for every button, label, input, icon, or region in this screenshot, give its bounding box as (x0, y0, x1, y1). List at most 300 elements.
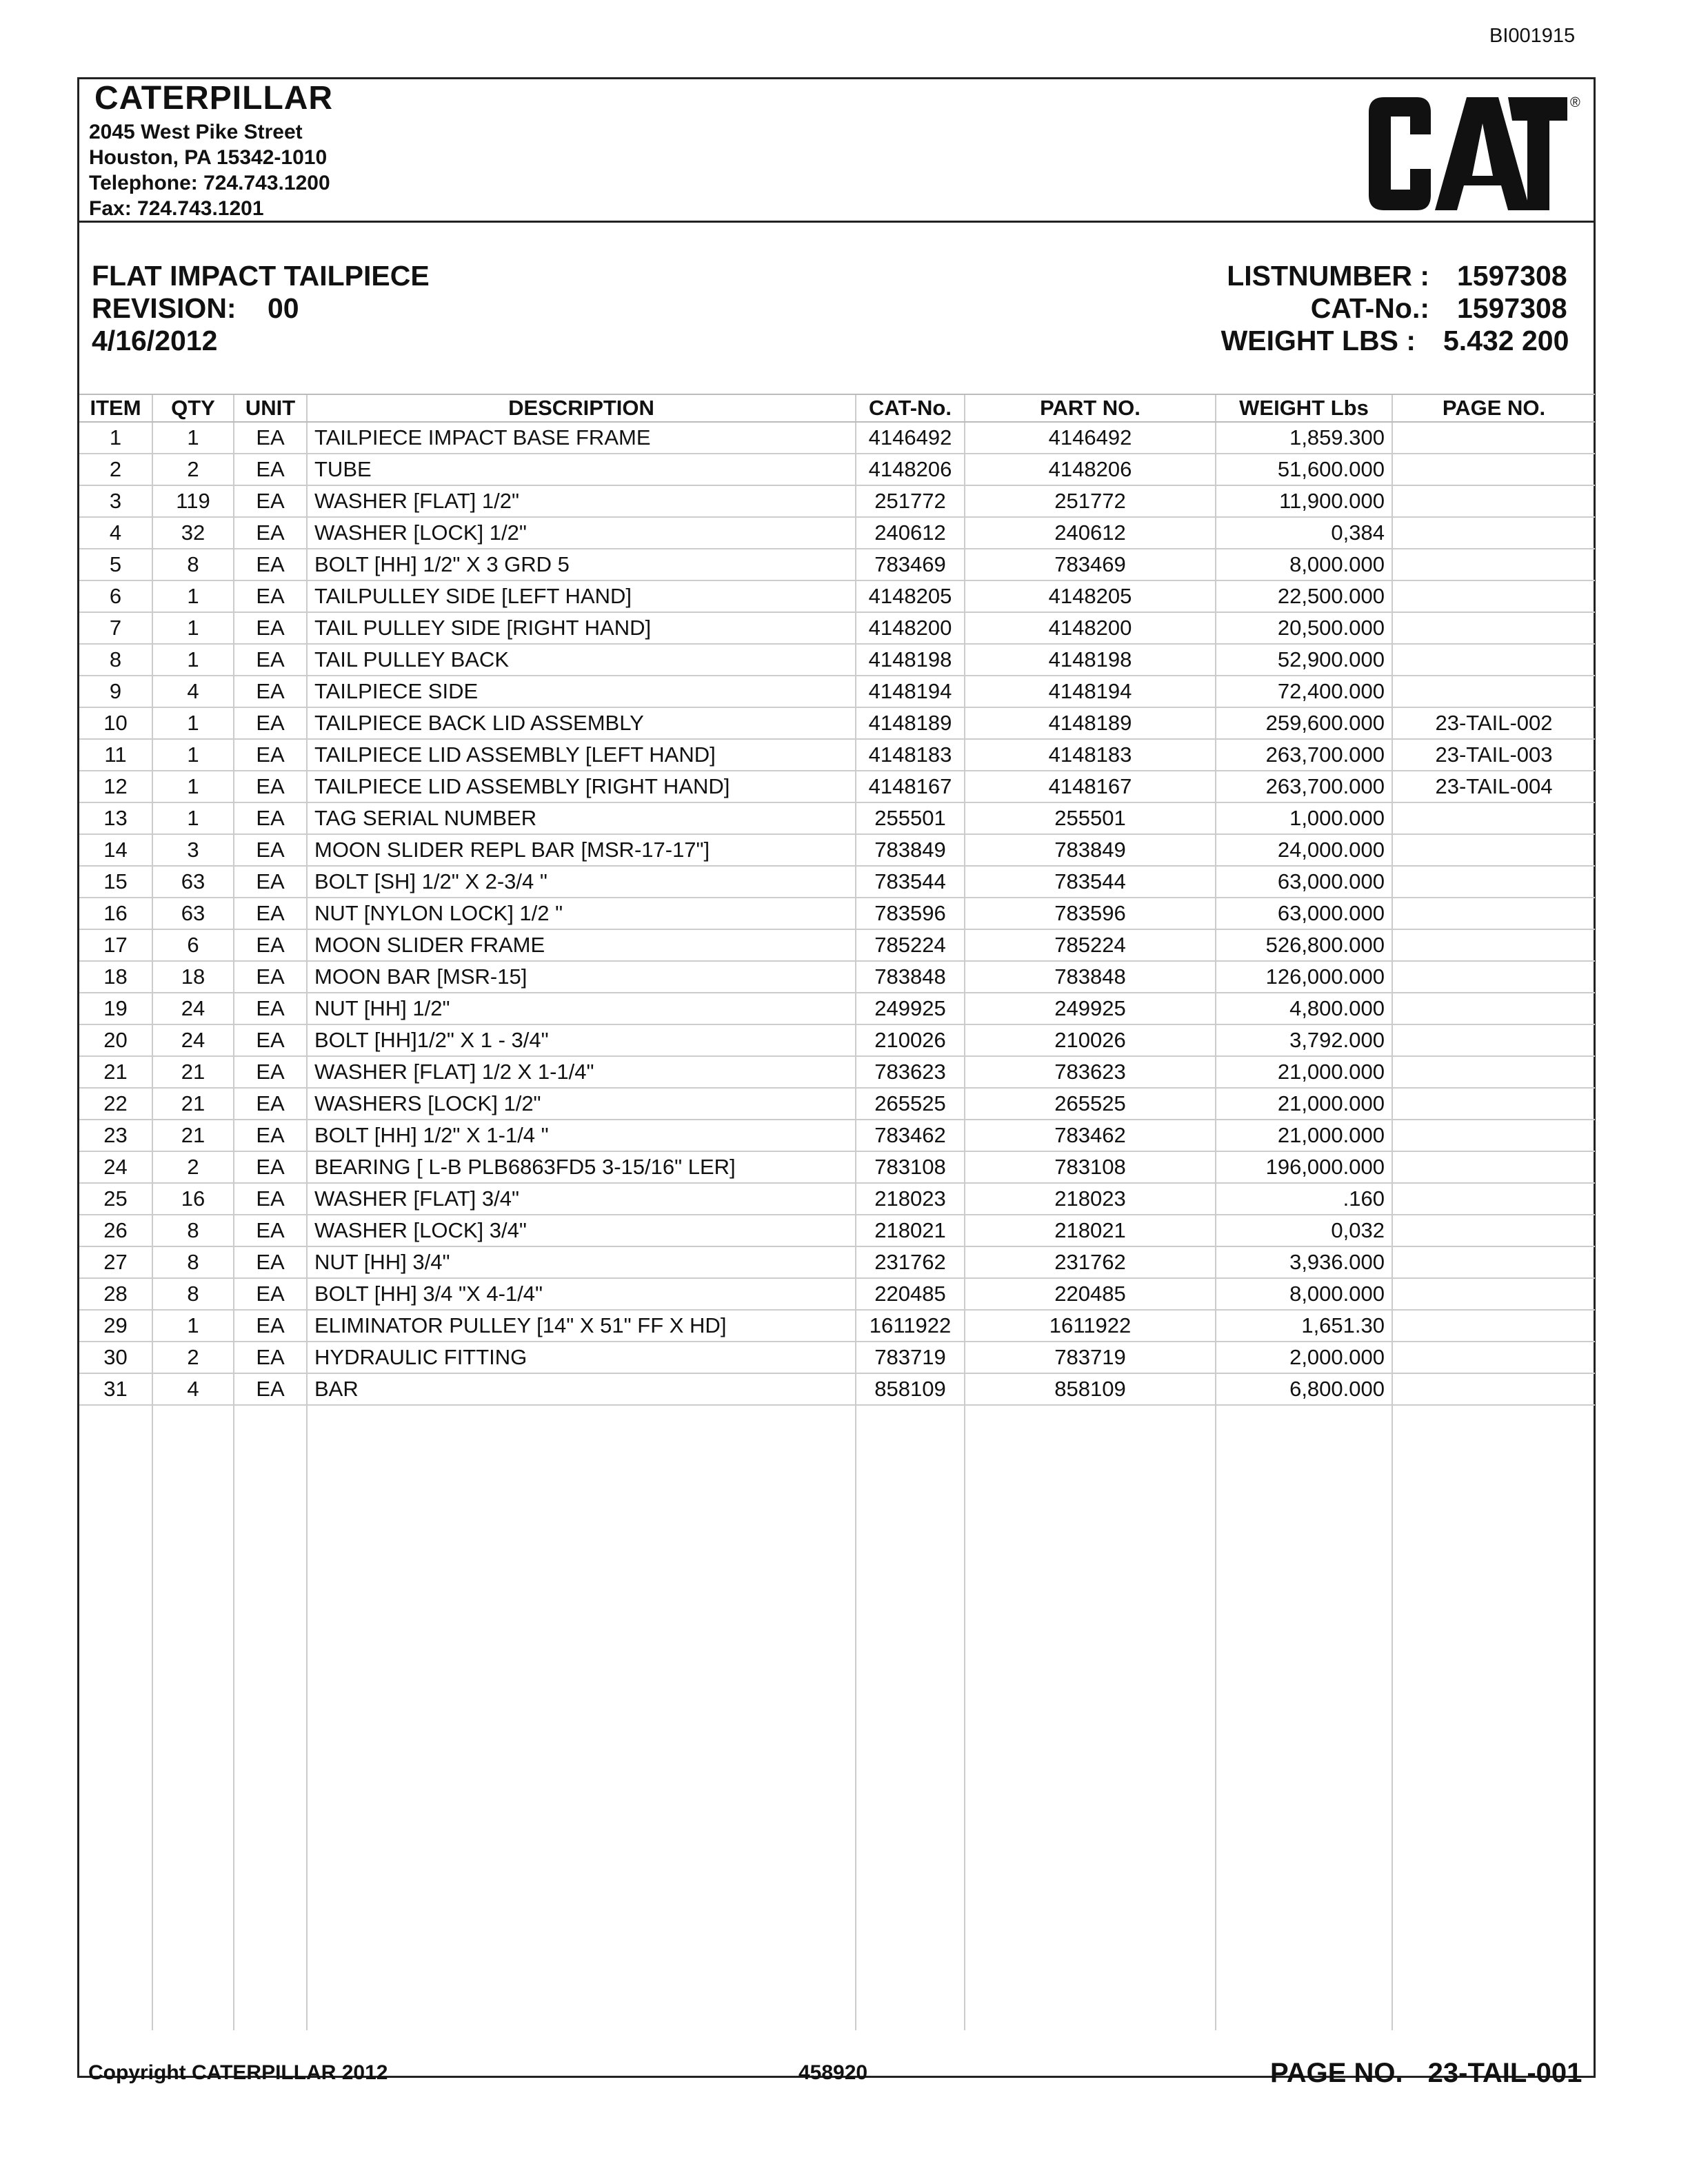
cell-cat-no: 783469 (856, 549, 965, 580)
listnumber-row (1221, 260, 1581, 292)
cell-unit: EA (234, 1342, 307, 1373)
cell-weight: 4,800.000 (1216, 993, 1392, 1024)
cell-unit: EA (234, 454, 307, 485)
table-header-row (79, 394, 1595, 422)
document-date: 4/16/2012 (92, 325, 218, 356)
cell-part-no: 783108 (965, 1151, 1216, 1183)
cell-unit: EA (234, 1373, 307, 1405)
cell-weight: 11,900.000 (1216, 485, 1392, 517)
cell-item: 1 (79, 422, 152, 454)
cell-item: 10 (79, 707, 152, 739)
cell-unit: EA (234, 834, 307, 866)
cell-qty: 4 (152, 676, 234, 707)
cell-page-no (1392, 580, 1595, 612)
cell-qty: 2 (152, 1151, 234, 1183)
empty-cell (152, 1405, 234, 2030)
table-row (79, 1342, 1595, 1373)
cell-weight: 2,000.000 (1216, 1342, 1392, 1373)
cell-item: 4 (79, 517, 152, 549)
parts-table-body (79, 422, 1595, 2030)
cell-description: WASHER [FLAT] 1/2 X 1-1/4" (307, 1056, 856, 1088)
header-unit: UNIT (234, 394, 307, 422)
table-row (79, 771, 1595, 802)
cell-cat-no: 4148167 (856, 771, 965, 802)
cell-page-no (1392, 517, 1595, 549)
empty-cell (307, 1405, 856, 2030)
weight-label: WEIGHT LBS : (1220, 325, 1416, 356)
cell-unit: EA (234, 898, 307, 929)
cell-unit: EA (234, 422, 307, 454)
header-cat-no: CAT-No. (856, 394, 965, 422)
cell-item: 16 (79, 898, 152, 929)
cell-page-no (1392, 1151, 1595, 1183)
cell-unit: EA (234, 771, 307, 802)
cell-cat-no: 4146492 (856, 422, 965, 454)
cell-unit: EA (234, 739, 307, 771)
cell-description: BOLT [HH]1/2" X 1 - 3/4" (307, 1024, 856, 1056)
cell-item: 25 (79, 1183, 152, 1215)
cell-qty: 1 (152, 739, 234, 771)
cell-unit: EA (234, 929, 307, 961)
cell-qty: 21 (152, 1120, 234, 1151)
table-row (79, 454, 1595, 485)
cell-cat-no: 251772 (856, 485, 965, 517)
empty-cell (79, 1405, 152, 2030)
cell-page-no (1392, 1183, 1595, 1215)
cell-cat-no: 4148183 (856, 739, 965, 771)
cell-weight: 63,000.000 (1216, 898, 1392, 929)
cell-cat-no: 4148206 (856, 454, 965, 485)
cell-page-no (1392, 802, 1595, 834)
header-page-no: PAGE NO. (1392, 394, 1595, 422)
cell-part-no: 783623 (965, 1056, 1216, 1088)
cell-unit: EA (234, 1151, 307, 1183)
cell-page-no (1392, 834, 1595, 866)
cell-part-no: 858109 (965, 1373, 1216, 1405)
cell-cat-no: 4148189 (856, 707, 965, 739)
cell-page-no: 23-TAIL-003 (1392, 739, 1595, 771)
cell-unit: EA (234, 993, 307, 1024)
cat-logo (1363, 92, 1581, 214)
weight-row (1221, 325, 1581, 357)
cell-item: 19 (79, 993, 152, 1024)
cell-description: NUT [HH] 1/2" (307, 993, 856, 1024)
cell-qty: 1 (152, 707, 234, 739)
cell-part-no: 251772 (965, 485, 1216, 517)
cell-description: HYDRAULIC FITTING (307, 1342, 856, 1373)
cell-description: ELIMINATOR PULLEY [14" X 51" FF X HD] (307, 1310, 856, 1342)
cell-weight: 526,800.000 (1216, 929, 1392, 961)
cell-qty: 1 (152, 1310, 234, 1342)
cell-weight: 21,000.000 (1216, 1120, 1392, 1151)
document-frame (77, 77, 1596, 2078)
cell-cat-no: 218021 (856, 1215, 965, 1246)
table-row (79, 1151, 1595, 1183)
cell-description: TAILPIECE LID ASSEMBLY [RIGHT HAND] (307, 771, 856, 802)
cell-qty: 1 (152, 771, 234, 802)
cell-page-no: 23-TAIL-002 (1392, 707, 1595, 739)
cell-item: 28 (79, 1278, 152, 1310)
cell-cat-no: 240612 (856, 517, 965, 549)
cell-description: TAILPIECE IMPACT BASE FRAME (307, 422, 856, 454)
cell-item: 24 (79, 1151, 152, 1183)
cell-item: 2 (79, 454, 152, 485)
cell-qty: 3 (152, 834, 234, 866)
cell-item: 23 (79, 1120, 152, 1151)
table-empty-space (79, 1405, 1595, 2030)
cell-unit: EA (234, 1246, 307, 1278)
cell-page-no: 23-TAIL-004 (1392, 771, 1595, 802)
cell-qty: 4 (152, 1373, 234, 1405)
cell-item: 17 (79, 929, 152, 961)
copyright: Copyright CATERPILLAR 2012 (88, 2061, 388, 2084)
table-row (79, 549, 1595, 580)
cell-weight: 72,400.000 (1216, 676, 1392, 707)
list-info (1221, 260, 1581, 357)
cell-description: BOLT [HH] 1/2" X 1-1/4 " (307, 1120, 856, 1151)
cell-cat-no: 265525 (856, 1088, 965, 1120)
table-row (79, 739, 1595, 771)
company-name: CATERPILLAR (94, 80, 334, 117)
cell-page-no (1392, 422, 1595, 454)
header-weight: WEIGHT Lbs (1216, 394, 1392, 422)
cell-page-no (1392, 898, 1595, 929)
cell-qty: 16 (152, 1183, 234, 1215)
cell-weight: 126,000.000 (1216, 961, 1392, 993)
cell-part-no: 4148200 (965, 612, 1216, 644)
cell-cat-no: 4148205 (856, 580, 965, 612)
cell-weight: 6,800.000 (1216, 1373, 1392, 1405)
cell-page-no (1392, 549, 1595, 580)
registered-mark: ® (1570, 95, 1580, 110)
revision-label: REVISION: (92, 292, 237, 324)
empty-cell (234, 1405, 307, 2030)
cell-item: 7 (79, 612, 152, 644)
cell-page-no (1392, 866, 1595, 898)
cell-description: BOLT [HH] 1/2" X 3 GRD 5 (307, 549, 856, 580)
cell-part-no: 4148198 (965, 644, 1216, 676)
table-row (79, 485, 1595, 517)
parts-table (79, 394, 1595, 2030)
table-row (79, 707, 1595, 739)
cell-description: MOON SLIDER REPL BAR [MSR-17-17"] (307, 834, 856, 866)
cell-item: 3 (79, 485, 152, 517)
cell-description: TAIL PULLEY SIDE [RIGHT HAND] (307, 612, 856, 644)
table-row (79, 1215, 1595, 1246)
cell-unit: EA (234, 802, 307, 834)
cell-unit: EA (234, 1183, 307, 1215)
fax: Fax: 724.743.1201 (89, 197, 264, 220)
cell-weight: 21,000.000 (1216, 1088, 1392, 1120)
cell-description: WASHER [FLAT] 3/4" (307, 1183, 856, 1215)
header-qty: QTY (152, 394, 234, 422)
cell-page-no (1392, 676, 1595, 707)
document-title: FLAT IMPACT TAILPIECE (92, 260, 430, 292)
cell-cat-no: 783108 (856, 1151, 965, 1183)
cell-page-no (1392, 1310, 1595, 1342)
cell-item: 8 (79, 644, 152, 676)
cell-qty: 8 (152, 1246, 234, 1278)
cell-cat-no: 231762 (856, 1246, 965, 1278)
cell-description: TAILPIECE BACK LID ASSEMBLY (307, 707, 856, 739)
cell-part-no: 4148194 (965, 676, 1216, 707)
cell-part-no: 249925 (965, 993, 1216, 1024)
cell-cat-no: 220485 (856, 1278, 965, 1310)
cell-cat-no: 255501 (856, 802, 965, 834)
cell-unit: EA (234, 961, 307, 993)
company-header (79, 79, 1594, 223)
cell-qty: 24 (152, 993, 234, 1024)
cell-unit: EA (234, 485, 307, 517)
cell-qty: 21 (152, 1056, 234, 1088)
cell-part-no: 4148206 (965, 454, 1216, 485)
cell-qty: 8 (152, 549, 234, 580)
table-row (79, 993, 1595, 1024)
table-row (79, 612, 1595, 644)
cell-qty: 18 (152, 961, 234, 993)
cell-part-no: 783848 (965, 961, 1216, 993)
table-row (79, 1246, 1595, 1278)
cell-weight: 0,384 (1216, 517, 1392, 549)
cell-description: NUT [NYLON LOCK] 1/2 " (307, 898, 856, 929)
cell-weight: 0,032 (1216, 1215, 1392, 1246)
cell-item: 21 (79, 1056, 152, 1088)
empty-cell (1216, 1405, 1392, 2030)
cell-weight: 3,792.000 (1216, 1024, 1392, 1056)
catno-value: 1597308 (1457, 292, 1567, 324)
cell-part-no: 220485 (965, 1278, 1216, 1310)
cell-item: 20 (79, 1024, 152, 1056)
cell-page-no (1392, 612, 1595, 644)
cell-item: 18 (79, 961, 152, 993)
cell-description: TUBE (307, 454, 856, 485)
footer-page-value: 23-TAIL-001 (1427, 2058, 1582, 2088)
cell-page-no (1392, 929, 1595, 961)
address-line1: 2045 West Pike Street (89, 121, 303, 143)
table-row (79, 929, 1595, 961)
table-row (79, 580, 1595, 612)
cell-qty: 1 (152, 422, 234, 454)
cell-unit: EA (234, 1024, 307, 1056)
cell-weight: 22,500.000 (1216, 580, 1392, 612)
cell-part-no: 783469 (965, 549, 1216, 580)
cell-page-no (1392, 1088, 1595, 1120)
cell-part-no: 231762 (965, 1246, 1216, 1278)
cell-description: TAILPIECE SIDE (307, 676, 856, 707)
cell-qty: 2 (152, 454, 234, 485)
table-row (79, 676, 1595, 707)
cell-cat-no: 4148200 (856, 612, 965, 644)
cell-page-no (1392, 1246, 1595, 1278)
cell-part-no: 783462 (965, 1120, 1216, 1151)
cell-qty: 63 (152, 898, 234, 929)
table-row (79, 1183, 1595, 1215)
cell-item: 12 (79, 771, 152, 802)
empty-cell (856, 1405, 965, 2030)
cell-part-no: 785224 (965, 929, 1216, 961)
cell-cat-no: 1611922 (856, 1310, 965, 1342)
cell-weight: 263,700.000 (1216, 739, 1392, 771)
table-row (79, 866, 1595, 898)
cell-weight: 263,700.000 (1216, 771, 1392, 802)
cell-part-no: 783596 (965, 898, 1216, 929)
cell-unit: EA (234, 1088, 307, 1120)
cell-description: WASHER [LOCK] 1/2" (307, 517, 856, 549)
cell-qty: 6 (152, 929, 234, 961)
cell-part-no: 265525 (965, 1088, 1216, 1120)
cell-page-no (1392, 1373, 1595, 1405)
title-block (92, 260, 430, 357)
cell-weight: 259,600.000 (1216, 707, 1392, 739)
cell-part-no: 783719 (965, 1342, 1216, 1373)
cell-cat-no: 249925 (856, 993, 965, 1024)
cell-part-no: 4146492 (965, 422, 1216, 454)
cell-description: WASHER [FLAT] 1/2" (307, 485, 856, 517)
catno-row (1221, 292, 1581, 325)
cell-item: 5 (79, 549, 152, 580)
cell-part-no: 783544 (965, 866, 1216, 898)
cell-weight: 1,651.30 (1216, 1310, 1392, 1342)
cell-item: 13 (79, 802, 152, 834)
cell-item: 31 (79, 1373, 152, 1405)
cell-weight: 52,900.000 (1216, 644, 1392, 676)
cell-unit: EA (234, 676, 307, 707)
cell-description: WASHERS [LOCK] 1/2" (307, 1088, 856, 1120)
cell-description: BOLT [HH] 3/4 "X 4-1/4" (307, 1278, 856, 1310)
listnumber-label: LISTNUMBER : (1227, 260, 1429, 292)
cell-item: 15 (79, 866, 152, 898)
table-row (79, 1120, 1595, 1151)
table-row (79, 961, 1595, 993)
table-row (79, 422, 1595, 454)
cell-description: TAIL PULLEY BACK (307, 644, 856, 676)
revision-value: 00 (268, 292, 299, 324)
table-row (79, 834, 1595, 866)
weight-value: 5.432 200 (1443, 325, 1569, 356)
cell-weight: 8,000.000 (1216, 549, 1392, 580)
cell-page-no (1392, 485, 1595, 517)
cell-cat-no: 783719 (856, 1342, 965, 1373)
cell-qty: 2 (152, 1342, 234, 1373)
cell-qty: 8 (152, 1215, 234, 1246)
table-row (79, 898, 1595, 929)
cell-item: 22 (79, 1088, 152, 1120)
cell-weight: 196,000.000 (1216, 1151, 1392, 1183)
header-item: ITEM (79, 394, 152, 422)
cell-unit: EA (234, 1056, 307, 1088)
cell-qty: 1 (152, 612, 234, 644)
cell-cat-no: 218023 (856, 1183, 965, 1215)
cell-weight: 21,000.000 (1216, 1056, 1392, 1088)
footer-page (1270, 2058, 1582, 2089)
cell-cat-no: 783849 (856, 834, 965, 866)
empty-cell (1392, 1405, 1595, 2030)
cell-qty: 119 (152, 485, 234, 517)
cell-item: 27 (79, 1246, 152, 1278)
cell-unit: EA (234, 644, 307, 676)
cell-description: WASHER [LOCK] 3/4" (307, 1215, 856, 1246)
table-row (79, 1373, 1595, 1405)
cell-part-no: 1611922 (965, 1310, 1216, 1342)
cell-part-no: 218021 (965, 1215, 1216, 1246)
cell-item: 26 (79, 1215, 152, 1246)
cell-cat-no: 783544 (856, 866, 965, 898)
cell-page-no (1392, 1056, 1595, 1088)
cell-cat-no: 783848 (856, 961, 965, 993)
cell-unit: EA (234, 549, 307, 580)
cell-qty: 32 (152, 517, 234, 549)
header-part-no: PART NO. (965, 394, 1216, 422)
cell-item: 9 (79, 676, 152, 707)
cell-page-no (1392, 644, 1595, 676)
cell-part-no: 4148189 (965, 707, 1216, 739)
cell-unit: EA (234, 1215, 307, 1246)
cell-weight: 24,000.000 (1216, 834, 1392, 866)
cell-qty: 63 (152, 866, 234, 898)
cell-item: 14 (79, 834, 152, 866)
catno-label: CAT-No.: (1310, 292, 1429, 324)
cell-description: TAILPIECE LID ASSEMBLY [LEFT HAND] (307, 739, 856, 771)
cell-qty: 21 (152, 1088, 234, 1120)
cell-item: 29 (79, 1310, 152, 1342)
cell-weight: 1,859.300 (1216, 422, 1392, 454)
cell-weight: 3,936.000 (1216, 1246, 1392, 1278)
cell-description: BEARING [ L-B PLB6863FD5 3-15/16" LER] (307, 1151, 856, 1183)
cell-unit: EA (234, 866, 307, 898)
cell-weight: .160 (1216, 1183, 1392, 1215)
cell-page-no (1392, 1342, 1595, 1373)
cell-part-no: 210026 (965, 1024, 1216, 1056)
logo-letter-c (1369, 97, 1431, 210)
table-row (79, 644, 1595, 676)
cell-unit: EA (234, 1278, 307, 1310)
cell-page-no (1392, 993, 1595, 1024)
cell-weight: 51,600.000 (1216, 454, 1392, 485)
cell-item: 11 (79, 739, 152, 771)
cell-part-no: 218023 (965, 1183, 1216, 1215)
cell-weight: 8,000.000 (1216, 1278, 1392, 1310)
address-line2: Houston, PA 15342-1010 (89, 146, 328, 169)
cell-description: BOLT [SH] 1/2" X 2-3/4 " (307, 866, 856, 898)
cell-weight: 1,000.000 (1216, 802, 1392, 834)
cell-part-no: 4148183 (965, 739, 1216, 771)
cell-cat-no: 783623 (856, 1056, 965, 1088)
cell-qty: 1 (152, 802, 234, 834)
cell-unit: EA (234, 580, 307, 612)
cell-part-no: 783849 (965, 834, 1216, 866)
cell-cat-no: 783596 (856, 898, 965, 929)
cell-cat-no: 858109 (856, 1373, 965, 1405)
cell-page-no (1392, 454, 1595, 485)
cell-weight: 20,500.000 (1216, 612, 1392, 644)
document-id: BI001915 (1489, 25, 1576, 47)
cell-unit: EA (234, 612, 307, 644)
cell-cat-no: 210026 (856, 1024, 965, 1056)
revision (92, 292, 430, 325)
cell-description: MOON SLIDER FRAME (307, 929, 856, 961)
cell-qty: 8 (152, 1278, 234, 1310)
cell-description: MOON BAR [MSR-15] (307, 961, 856, 993)
cell-page-no (1392, 961, 1595, 993)
cell-item: 6 (79, 580, 152, 612)
listnumber-value: 1597308 (1457, 260, 1567, 292)
cell-unit: EA (234, 1120, 307, 1151)
cell-qty: 24 (152, 1024, 234, 1056)
cell-cat-no: 783462 (856, 1120, 965, 1151)
cell-cat-no: 785224 (856, 929, 965, 961)
header-description: DESCRIPTION (307, 394, 856, 422)
cell-item: 30 (79, 1342, 152, 1373)
